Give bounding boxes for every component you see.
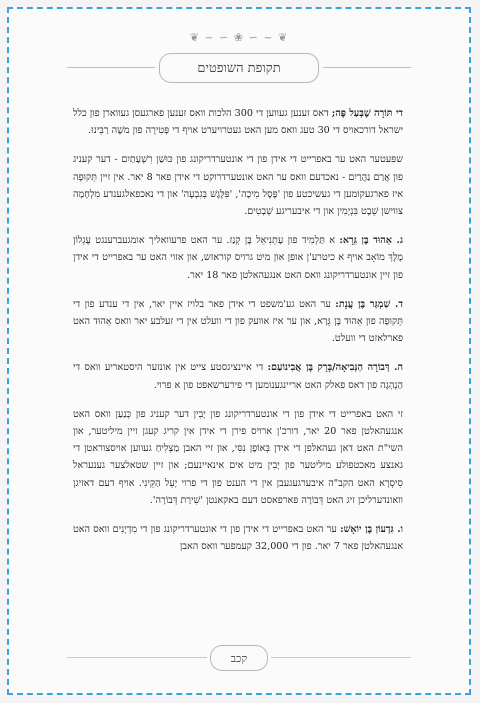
footer-bar	[67, 645, 411, 675]
paragraph-text: זי האט באפרייט די אידן פון די אונטערדריקונג פון יָבִין דער קעניג פון כְּנַעַן וואס האט אנגעהאלטן פאר 20 יאר, דורכ'ן ארויס פירן די אידן אין קריג קעגן זיין מיליטער, און השי"ת האט דאן געהאלפן די אידן בְּאוֹפֶן נִסִּי, און זיי האבן מַצְלִיחַ געווען אויסצוראטן די גאנצע מאכטפולע מיליטער פון יָבִין מיט אים אינאיינעם; און זיין שטאלצער גענעראל סִיסְרָא האט הקב"ה איבערגעגעבן אין די הענט פון די פרוי יָעֵל הַקֵּינִי. אויף דעם דאזיגן וואונדערליכן זיג האט דְּבוֹרָה פארפאסט דעם באקאנטן 'שִׁירַת דְּבוֹרָה'.	[73, 408, 403, 506]
paragraph-heading: ה. דְּבוֹרָה הַנְּבִיאָה/בָּרָק בֶּן אֲבִינוֹעַם:	[267, 362, 403, 374]
paragraph-heading: ד. שַׁמְגַּר בֶּן עֲנָת:	[335, 298, 404, 310]
page-number-plaque	[210, 645, 268, 671]
top-ornament: ❦ ~ ∽ ❀ ∽ ~ ❦	[189, 31, 289, 44]
page-number: קכב	[230, 651, 248, 665]
header-divider-right	[323, 67, 411, 68]
paragraph-heading: ו. גִּדְעוֹן בֶּן יוֹאָשׁ:	[340, 524, 403, 536]
paragraph-text: א תַּלְמִיד פון עָתְנִיאֵל בֶּן קְנַז. ער האט פרעוואליך אומגעברענגט עֶגְלוֹן מֶלֶךְ מוֹאָב אויף א כיטרע'ן אופן און מיט גרויס קוראזש, און אזוי האט ער באפרייט די אידן פון זיין אונטערדריקונג וואס האט אנגעהאלטן פאר 18 יאר.	[73, 235, 403, 281]
paragraph-text: די איינציגסטע צייט אין אונזער היסטאריע וואס די הַנְהָגָה פון דאס פאלק האט אריינגענומען די פירערשאפט פון א פרוי.	[73, 362, 403, 391]
paragraph-text: שפּעטער האט ער באפרייט די אידן פון די אונטערדריקונג פון כּוּשַׁן רִשְׁעָתַיִם - דער קעניג פון אֲרַם נַהֲרַיִם - נאכדעם וואס ער האט אונטערדרוקט די אידן פאר 8 יאר. אין זיין תְּקוּפָה איז פארגעקומען די געשיכטע פון 'פֶּסֶל מִיכָה', 'פִּלֶּגֶשׁ בְּגִבְעָה' און די נאכפאלגענדע מִלְחָמָה צווישן שֵׁבֶט בִּנְיָמִין און די איבעריגע שְׁבָטִים.	[73, 154, 403, 218]
paragraph-heading: ג. אֵהוּד בֶּן גֵּרָא:	[339, 235, 403, 247]
paragraph	[73, 105, 403, 139]
paragraph	[73, 521, 403, 555]
paragraph-heading: די תּוֹרָה שֶׁבְּעַל פֶּה;	[331, 108, 404, 119]
paragraph	[73, 232, 403, 284]
footer-divider-left	[67, 657, 207, 658]
paragraph	[73, 359, 403, 393]
chapter-title-plaque	[159, 53, 319, 83]
header-divider-left	[67, 67, 155, 68]
paragraph-text: ער האט באפרייט די אידן פון די אונטערדריקונג פון די מִדְיָנִים וואס האט אנגעהאלטן פאר 7 יאר. פון די 32,000 קעמפער וואס האבן	[73, 524, 403, 553]
paragraph-text: דאס זענען געווען די 300 הלכות וואס זענען פארגעסן געווארן פון כלל ישראל דורכאויס די 30 טעג וואס מען האט געטרויערט אויף די פְּטִירָה פון משֶׁה רַבֵּינוּ.	[73, 108, 403, 137]
paragraph-text: ער האט גע'משפט די אידן פאר בלויז איין יאר, אין די ענדע פון די תְּקוּפָה פון אֵהוּד בֶּן גֵּרָא, און ער איז אוועק פון די וועלט אין די זעלבע יאר וואס אֵהוּד האט פארלאזט די וועלט.	[73, 298, 403, 345]
paragraph	[73, 151, 403, 220]
body-text	[73, 105, 403, 567]
footer-divider-right	[271, 657, 411, 658]
paragraph	[73, 406, 403, 509]
chapter-title: תקופת השופטים	[197, 61, 281, 76]
paragraph	[73, 296, 403, 348]
page-frame	[7, 7, 471, 695]
header-bar	[67, 53, 411, 83]
